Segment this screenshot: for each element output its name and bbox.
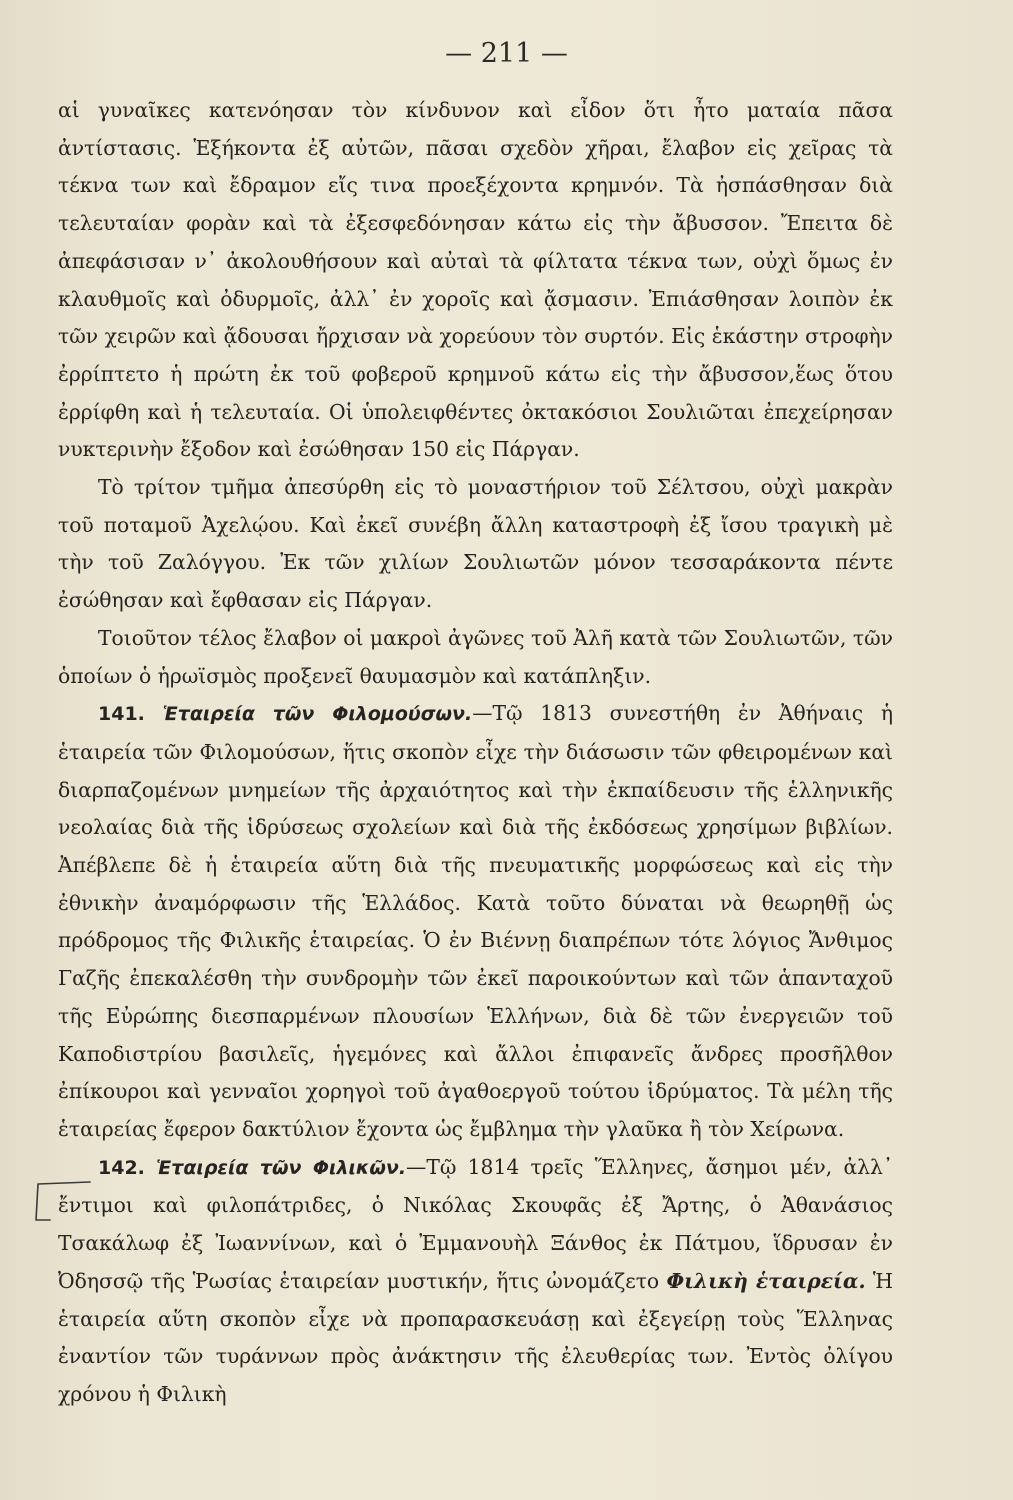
paragraph-zalongo: αἱ γυναῖκες κατενόησαν τὸν κίνδυνον καὶ εἶδον ὅτι ἦτο ματαία πᾶσα ἀντίστασις. Ἑξήκοντα ἐξ αὐτῶν, πᾶσαι σχεδὸν χῆραι, ἔλαβον εἰς χεῖρας τὰ τέκνα των καὶ ἔδραμον εἴς τινα προεξέχοντα κρημνόν. Τὰ ἠσπάσθησαν διὰ τελευταίαν φορὰν καὶ τὰ ἐξεσφεδόνησαν κάτω εἰς τὴν ἄβυσσον. Ἔπειτα δὲ ἀπεφάσισαν ν᾿ ἀκολουθήσουν καὶ αὐταὶ τὰ φίλτατα τέκνα των, οὐχὶ ὅμως ἐν κλαυθμοῖς καὶ ὀδυρμοῖς, ἀλλ᾿ ἐν χοροῖς καὶ ᾄσμασιν. Ἐπιάσθησαν λοιπὸν ἐκ τῶν χειρῶν καὶ ᾄδουσαι ἤρχισαν νὰ χορεύουν τὸν συρτόν. Εἰς ἑκάστην στροφὴν ἐρρίπτετο ἡ πρώτη ἐκ τοῦ φοβεροῦ κρημνοῦ κάτω εἰς τὴν ἄβυσσον,ἕως ὅτου ἐρρίφθη καὶ ἡ τελευταία. Οἱ ὑπολειφθέντες ὀκτακόσιοι Σουλιῶται ἐπεχείρησαν νυκτερινὴν ἔξοδον καὶ ἐσώθησαν 150 εἰς Πάργαν. bbox=[58, 98, 893, 462]
section-141-title: Ἑταιρεία τῶν Φιλομούσων. bbox=[162, 703, 473, 726]
section-142-text-before: —Τῷ 1814 τρεῖς Ἕλληνες, ἄσημοι μέν, ἀλλ᾿ ἔντιμοι καὶ φιλοπάτριδες, ὁ Νικόλας Σκουφᾶς ἐξ Ἄρτης, ὁ Ἀθανάσιος Τσακάλωφ ἐξ Ἰωαννίνων, καὶ ὁ Ἐμμανουὴλ Ξάνθος ἐκ Πάτμου, ἵδρυσαν ἐν Ὀδησσῷ τῆς Ῥωσίας ἑταιρείαν μυστικήν, ἥτις ὠνομάζετο bbox=[58, 1154, 894, 1293]
section-142-title: Ἑταιρεία τῶν Φιλικῶν. bbox=[156, 1156, 407, 1179]
section-142 bbox=[58, 1149, 893, 1414]
pencil-mark-icon bbox=[32, 1176, 92, 1224]
body-text bbox=[58, 92, 893, 1414]
paragraph-seltsou: Τὸ τρίτον τμῆμα ἀπεσύρθη εἰς τὸ μοναστήριον τοῦ Σέλτσου, οὐχὶ μακρὰν τοῦ ποταμοῦ Ἀχελῴου. Καὶ ἐκεῖ συνέβη ἄλλη καταστροφὴ ἐξ ἴσου τραγικὴ μὲ τὴν τοῦ Ζαλόγγου. Ἐκ τῶν χιλίων Σουλιωτῶν μόνον τεσσαράκοντα πέντε ἐσώθησαν καὶ ἔφθασαν εἰς Πάργαν. bbox=[58, 475, 893, 613]
section-141 bbox=[58, 695, 893, 1148]
section-142-number: 142. bbox=[98, 1156, 145, 1179]
paragraph-conclusion: Τοιοῦτον τέλος ἔλαβον οἱ μακροὶ ἀγῶνες τοῦ Ἀλῆ κατὰ τῶν Σουλιωτῶν, τῶν ὁποίων ὁ ἡρωϊσμὸς προξενεῖ θαυμασμὸν καὶ κατάπληξιν. bbox=[58, 625, 893, 688]
section-141-text: —Τῷ 1813 συνεστήθη ἐν Ἀθήναις ἡ ἑταιρεία τῶν Φιλομούσων, ἥτις σκοπὸν εἶχε τὴν διάσωσιν τῶν φθειρομένων καὶ διαρπαζομένων μνημείων τῆς ἀρχαιότητος καὶ τὴν ἐκπαίδευσιν τῆς ἑλληνικῆς νεολαίας διὰ τῆς ἱδρύσεως σχολείων καὶ διὰ τῆς ἐκδόσεως χρησίμων βιβλίων. Ἀπέβλεπε δὲ ἡ ἑταιρεία αὕτη διὰ τῆς πνευματικῆς μορφώσεως καὶ εἰς τὴν ἐθνικὴν ἀναμόρφωσιν τῆς Ἑλλάδος. Κατὰ τοῦτο δύναται νὰ θεωρηθῇ ὡς πρόδρομος τῆς Φιλικῆς ἑταιρείας. Ὁ ἐν Βιέννῃ διαπρέπων τότε λόγιος Ἄνθιμος Γαζῆς ἐπεκαλέσθη τὴν συνδρομὴν τῶν ἐκεῖ παροικούντων καὶ τῶν ἁπανταχοῦ τῆς Εὐρώπης διεσπαρμένων πλουσίων Ἑλλήνων, διὰ δὲ τῶν ἐνεργειῶν τοῦ Καποδιστρίου βασιλεῖς, ἡγεμόνες καὶ ἄλλοι ἐπιφανεῖς ἄνδρες προσῆλθον ἐπίκουροι καὶ γενναῖοι χορηγοὶ τοῦ ἀγαθοεργοῦ τούτου ἱδρύματος. Τὰ μέλη τῆς ἑταιρείας ἔφερον δακτύλιον ἔχοντα ὡς ἔμβλημα τὴν γλαῦκα ἢ τὸν Χείρωνα. bbox=[58, 701, 893, 1141]
section-142-emphasis: Φιλικὴ ἑταιρεία. bbox=[666, 1268, 866, 1293]
section-141-number: 141. bbox=[98, 703, 145, 726]
page-number: — 211 — bbox=[445, 38, 568, 69]
section-142-text-after: Ἡ ἑταιρεία αὕτη σκοπὸν εἶχε νὰ προπαρασκευάσῃ καὶ ἐξεγείρῃ τοὺς Ἕλληνας ἐναντίον τῶν τυράννων πρὸς ἀνάκτησιν τῆς ἐλευθερίας των. Ἐντὸς ὀλίγου χρόνου ἡ Φιλικὴ bbox=[58, 1268, 893, 1406]
